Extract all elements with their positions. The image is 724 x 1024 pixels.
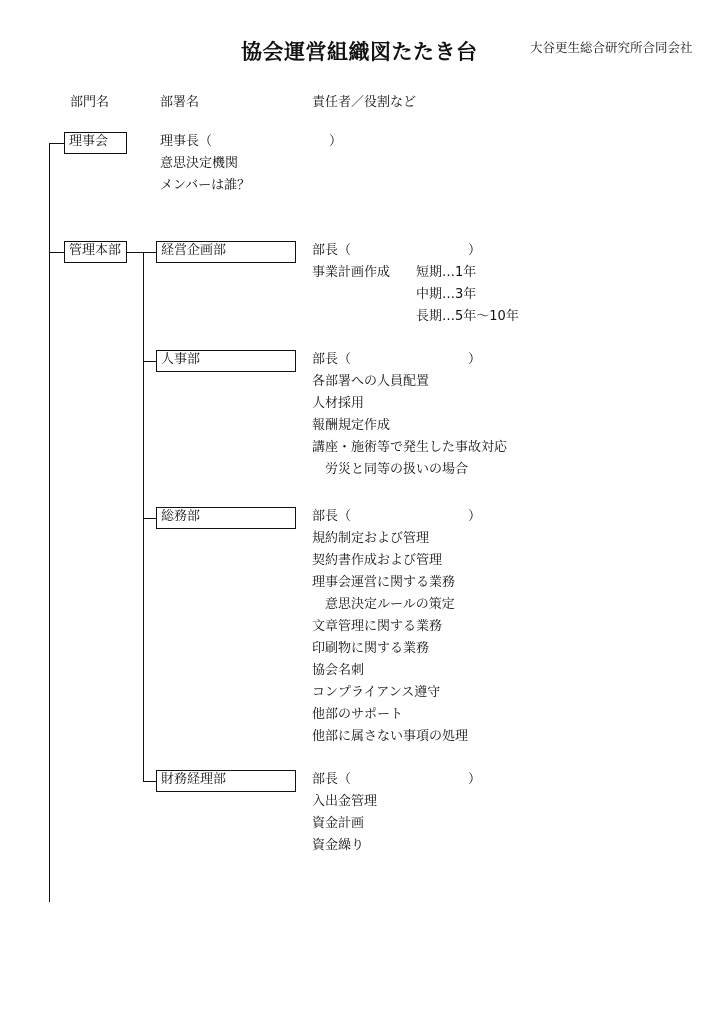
board-chair-line: 理事長（ ）: [160, 134, 343, 149]
planning-plan-list: [416, 262, 519, 328]
finance-role-list: [312, 769, 481, 857]
hr-role-list: [312, 349, 507, 481]
department-planning-box: [156, 241, 296, 263]
departments-trunk-line: [143, 252, 144, 781]
planning-plan-item: 中期…3年: [416, 287, 477, 302]
board-role-line: メンバーは誰？: [160, 178, 251, 193]
department-finance-label: 財務経理部: [161, 772, 227, 787]
department-hr-box: [156, 350, 296, 372]
general-affairs-role-line: 規約制定および管理: [312, 531, 430, 546]
general-affairs-role-line: 印刷物に関する業務: [312, 641, 430, 656]
general-affairs-role-line: 意思決定ルールの策定: [312, 597, 455, 612]
board-role-line: 意思決定機関: [160, 156, 239, 171]
hr-role-line: 各部署への人員配置: [312, 374, 430, 389]
board-role-list: [160, 131, 342, 197]
connector-management: [49, 252, 65, 253]
general-affairs-role-line: 他部に属さない事項の処理: [312, 729, 469, 744]
hr-role-line: 人材採用: [312, 396, 365, 411]
department-planning-label: 経営企画部: [161, 243, 227, 258]
company-name: 大谷更生総合研究所合同会社: [530, 40, 693, 55]
finance-head-line: 部長（ ）: [312, 772, 482, 787]
division-management-label: 管理本部: [69, 243, 122, 258]
department-finance-box: [156, 770, 296, 792]
planning-plan-label: 事業計画作成: [312, 265, 391, 280]
connector-management-departments: [126, 252, 156, 253]
planning-plan-item: 短期…1年: [416, 265, 477, 280]
header-division: 部門名: [70, 95, 110, 110]
general-affairs-role-list: [312, 506, 481, 748]
hr-role-line: 労災と同等の扱いの場合: [312, 462, 469, 477]
connector-board: [49, 143, 65, 144]
page-title: 協会運営組織図たたき台: [241, 40, 478, 64]
connector-general-affairs: [143, 518, 156, 519]
hr-head-line: 部長（ ）: [312, 352, 482, 367]
connector-hr: [143, 361, 156, 362]
department-general-affairs-box: [156, 507, 296, 529]
division-management-box: [64, 241, 127, 263]
general-affairs-role-line: 他部のサポート: [312, 707, 404, 722]
finance-role-line: 資金繰り: [312, 838, 365, 853]
hr-role-line: 講座・施術等で発生した事故対応: [312, 440, 508, 455]
hr-role-line: 報酬規定作成: [312, 418, 391, 433]
department-hr-label: 人事部: [161, 352, 201, 367]
general-affairs-head-line: 部長（ ）: [312, 509, 482, 524]
header-department: 部署名: [160, 95, 200, 110]
general-affairs-role-line: 契約書作成および管理: [312, 553, 443, 568]
department-general-affairs-label: 総務部: [161, 509, 201, 524]
general-affairs-role-line: 理事会運営に関する業務: [312, 575, 456, 590]
header-role: 責任者／役割など: [312, 95, 417, 110]
main-trunk-line: [49, 143, 50, 902]
planning-head-line: 部長（ ）: [312, 243, 482, 258]
general-affairs-role-line: 協会名刺: [312, 663, 365, 678]
planning-plan-item: 長期…5年〜10年: [416, 309, 519, 324]
finance-role-line: 資金計画: [312, 816, 365, 831]
division-board-box: [64, 132, 127, 154]
general-affairs-role-line: コンプライアンス遵守: [312, 685, 441, 700]
division-board-label: 理事会: [69, 134, 109, 149]
connector-finance: [143, 781, 156, 782]
general-affairs-role-line: 文章管理に関する業務: [312, 619, 443, 634]
finance-role-line: 入出金管理: [312, 794, 378, 809]
